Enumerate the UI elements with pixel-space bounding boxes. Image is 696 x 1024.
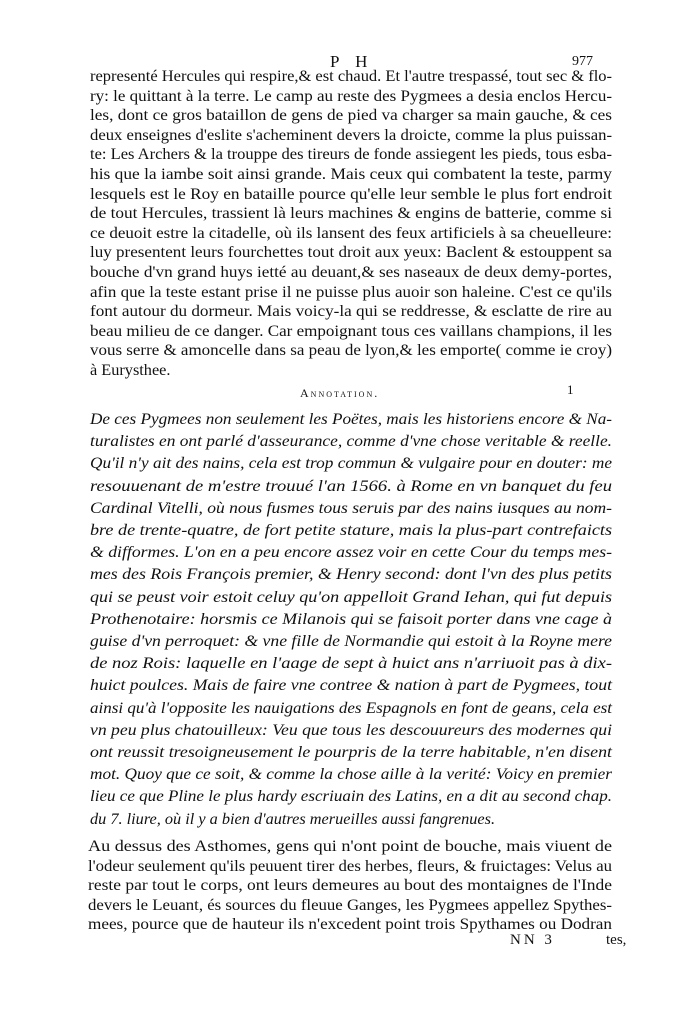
paragraph1-line: te: Les Archers & la trouppe des tireurs de fonde assiegent les pieds, tous esba- <box>90 144 612 164</box>
paragraph2-line: Qu'il n'y ait des nains, cela est trop commun & vulgaire pour en douter: me <box>90 453 612 473</box>
paragraph1-line: afin que la teste estant prise il ne puisse plus auoir son haleine. C'est ce qu'ils <box>90 281 612 301</box>
paragraph1-line: representé Hercules qui respire,& est chaud. Et l'autre trespassé, tout sec & flo- <box>90 66 612 85</box>
paragraph1-line: de tout Hercules, trassient là leurs machines & engins de batterie, comme si <box>90 203 612 223</box>
catchword: tes, <box>606 932 627 948</box>
paragraph2-line: vn peu plus chatouilleux: Veu que tous les descouureurs des modernes qui <box>90 719 612 739</box>
paragraph2-line: bre de trente-quatre, de fort petite stature, mais la plus-part contrefaicts <box>90 520 612 539</box>
paragraph1-line: his que la iambe soit ainsi grande. Mais ceux qui combatent la teste, parmy <box>90 164 612 183</box>
paragraph2-line: Cardinal Vitelli, où nous fusmes tous seruis par des nains iusques au nom- <box>90 497 612 517</box>
paragraph1-line: à Eurysthee. <box>90 360 171 379</box>
paragraph3-line: mees, pource que de hauteur ils n'excedent point trois Spythames ou Dodran <box>88 914 612 934</box>
paragraph3-line: Au dessus des Asthomes, gens qui n'ont point de bouche, mais viuent de <box>88 836 612 855</box>
paragraph2-line: ainsi qu'à l'opposite les nauigations des Espagnols en font de geans, cela est <box>90 697 612 717</box>
paragraph2-line: Prothenotaire: horsmis ce Milanois qui se faisoit porter dans vne cage à <box>90 608 612 628</box>
annotation-heading: Annotation. <box>300 386 380 400</box>
paragraph2-line: De ces Pygmees non seulement les Poëtes, mais les historiens encore & Na- <box>90 409 612 428</box>
paragraph1-line: bouche d'vn grand huys ietté au deuant,& ses naseaux de deux demy-portes, <box>90 262 612 281</box>
paragraph3-line: l'odeur seulement qu'ils peuuent tirer des herbes, fleurs, & fruictages: Velus au <box>88 855 612 875</box>
paragraph1-line: ry: le quittant à la terre. Le camp au reste des Pygmees a desia enclos Hercu- <box>90 85 612 105</box>
paragraph2-line: resouuenant de m'estre trouué l'an 1566. à Rome en vn banquet du feu <box>90 475 612 495</box>
paragraph2-line: qui se peust voir estoit celuy qu'on appelloit Grand Iehan, qui fut depuis <box>90 586 612 606</box>
paragraph2-line: huict poulces. Mais de faire vne contree & nation à part de Pygmees, tout <box>90 675 612 695</box>
paragraph1-line: beau milieu de ce danger. Car empoignant tous ces vaillans champions, il les <box>90 320 612 340</box>
paragraph2-line: de noz Rois: laquelle en l'aage de sept à huict ans n'arriuoit pas à dix- <box>90 653 612 673</box>
paragraph1-line: luy presentent leurs fourchettes tout droit aux yeux: Baclent & estouppent sa <box>90 242 612 262</box>
paragraph1-line: ce deuoit estre la citadelle, où ils lansent des feux artificiels à sa cheuelleure: <box>90 222 612 242</box>
paragraph2-line: ont reussit tresoigneusement le pourpris de la terre habitable, n'en disent <box>90 742 612 761</box>
paragraph2-line: turalistes en ont parlé d'asseurance, comme d'vne chose veritable & reelle. <box>90 431 612 451</box>
running-head: P H <box>330 52 374 71</box>
paragraph1-line: deux enseignes d'eslite s'acheminent devers la droicte, comme la plus puissan- <box>90 124 612 144</box>
paragraph1-line: font autour du dormeur. Mais voicy-la qui se reddresse, & esclatte de rire au <box>90 301 612 321</box>
paragraph2-line: mes des Rois François premier, & Henry second: dont l'vn des plus petits <box>90 564 612 584</box>
paragraph2-line: lieu ce que Pline le plus hardy escriuain des Latins, en a dit au second chap. <box>90 786 612 806</box>
signature-mark: NN 3 <box>510 932 555 948</box>
paragraph3-line: devers le Leuant, és sources du fleuue Ganges, les Pygmees appellez Spythes- <box>88 894 612 914</box>
annotation-marker: 1 <box>567 382 574 397</box>
paragraph2-line: guise d'vn perroquet: & vne fille de Normandie qui estoit à la Royne mere <box>90 631 612 650</box>
paragraph2-line: du 7. liure, où il y a bien d'autres merueilles aussi fangrenues. <box>90 808 496 828</box>
paragraph3-line: reste par tout le corps, ont leurs demeures au bout des montaignes de l'Inde <box>88 875 612 895</box>
paragraph1-line: les, dont ce gros bataillon de gens de pied va charger sa main gauche, & ces <box>90 105 612 125</box>
paragraph1-line: lesquels est le Roy en bataille pource qu'elle leur semble le plus fort endroit <box>90 183 612 203</box>
paragraph2-line: & difformes. L'on en a peu encore assez voir en cette Cour du temps mes- <box>90 542 612 562</box>
paragraph2-line: mot. Quoy que ce soit, & comme la chose aille à la verité: Voicy en premier <box>90 764 612 784</box>
paragraph1-line: vous serre & amoncelle dans sa peau de lyon,& les emporte( comme ie croy) <box>90 340 612 360</box>
page-number: 977 <box>572 54 593 69</box>
